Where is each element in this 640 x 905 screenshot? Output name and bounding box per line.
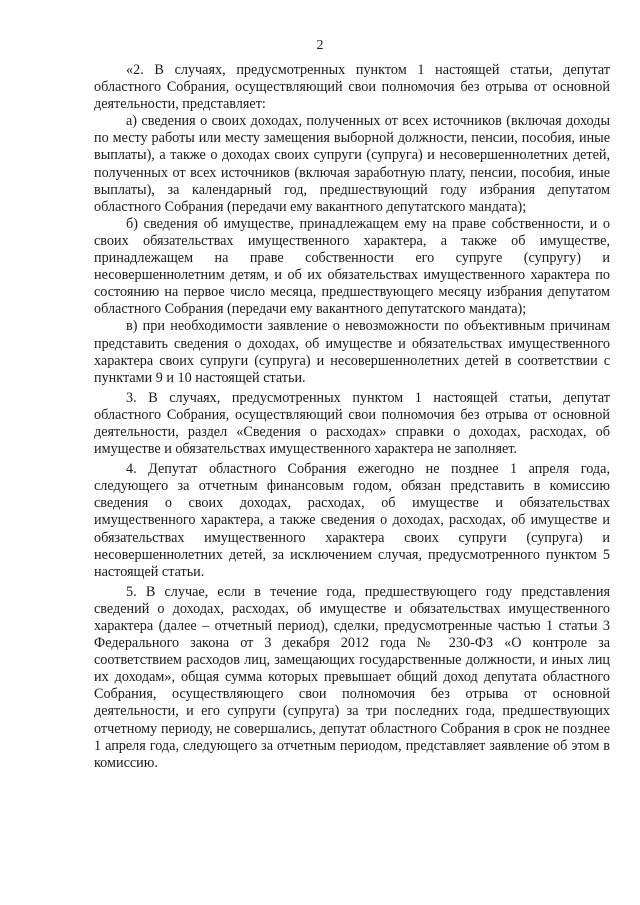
paragraph-clause-5: 5. В случае, если в течение года, предшествующего году представления сведений о доходах, расходах, об имуществе и обязательствах имущественного характера (далее – отчетный период), сделки, предусмотренные частью 1 статьи 3 Федерального закона от 3 декабря 2012 года № 230-ФЗ «О контроле за соответствием расходов лиц, замещающих государственные должности, и иных лиц их доходам», общая сумма которых превышает общий доход депутата областного Собрания, осуществляющего свои полномочия без отрыва от основной деятельности, и его супруги (супруга) за три последних года, предшествующих отчетному периоду, не совершались, депутат областного Собрания в срок не позднее 1 апреля года, следующего за отчетным периодом, представляет заявление об этом в комиссию. (94, 583, 610, 771)
document-body (94, 62, 610, 772)
page-number: 2 (316, 38, 324, 53)
paragraph-subclause-a: а) сведения о своих доходах, полученных от всех источников (включая доходы по месту работы или месту замещения выборной должности, пенсии, пособия, иные выплаты), а также о доходах своих супруги (супруга) и несовершеннолетних детей, полученных от всех источников (включая заработную плату, пенсии, пособия, иные выплаты), за календарный год, предшествующий году избрания депутатом областного Собрания (передачи ему вакантного депутатского мандата); (94, 113, 610, 215)
paragraph-clause-3: 3. В случаях, предусмотренных пунктом 1 настоящей статьи, депутат областного Собрания, осуществляющий свои полномочия без отрыва от основной деятельности, раздел «Сведения о расходах» справки о доходах, расходах, об имуществе и обязательствах имущественного характера не заполняет. (94, 389, 610, 458)
paragraph-subclause-b: б) сведения об имуществе, принадлежащем ему на праве собственности, и о своих обязательствах имущественного характера, а также об имуществе, принадлежащем на праве собственности его супруге (супругу) и несовершеннолетним детям, и об их обязательствах имущественного характера по состоянию на первое число месяца, предшествующего месяцу избрания депутатом областного Собрания (передачи ему вакантного депутатского мандата); (94, 215, 610, 318)
paragraph-subclause-c: в) при необходимости заявление о невозможности по объективным причинам представить сведения о доходах, об имуществе и обязательствах имущественного характера своих супруги (супруга) и несовершеннолетних детей в соответствии с пунктами 9 и 10 настоящей статьи. (94, 318, 610, 386)
paragraph-clause-2: «2. В случаях, предусмотренных пунктом 1 настоящей статьи, депутат областного Собрания, осуществляющий свои полномочия без отрыва от основной деятельности, представляет: (94, 62, 610, 113)
paragraph-clause-4: 4. Депутат областного Собрания ежегодно не позднее 1 апреля года, следующего за отчетным финансовым годом, обязан представить в комиссию сведения о своих доходах, расходах, об имуществе и обязательствах имущественного характера, а также сведения о доходах, расходах, об имуществе и обязательствах имущественного характера своих супруги (супруга) и несовершеннолетних детей, за исключением случая, предусмотренного пунктом 5 настоящей статьи. (94, 461, 610, 580)
